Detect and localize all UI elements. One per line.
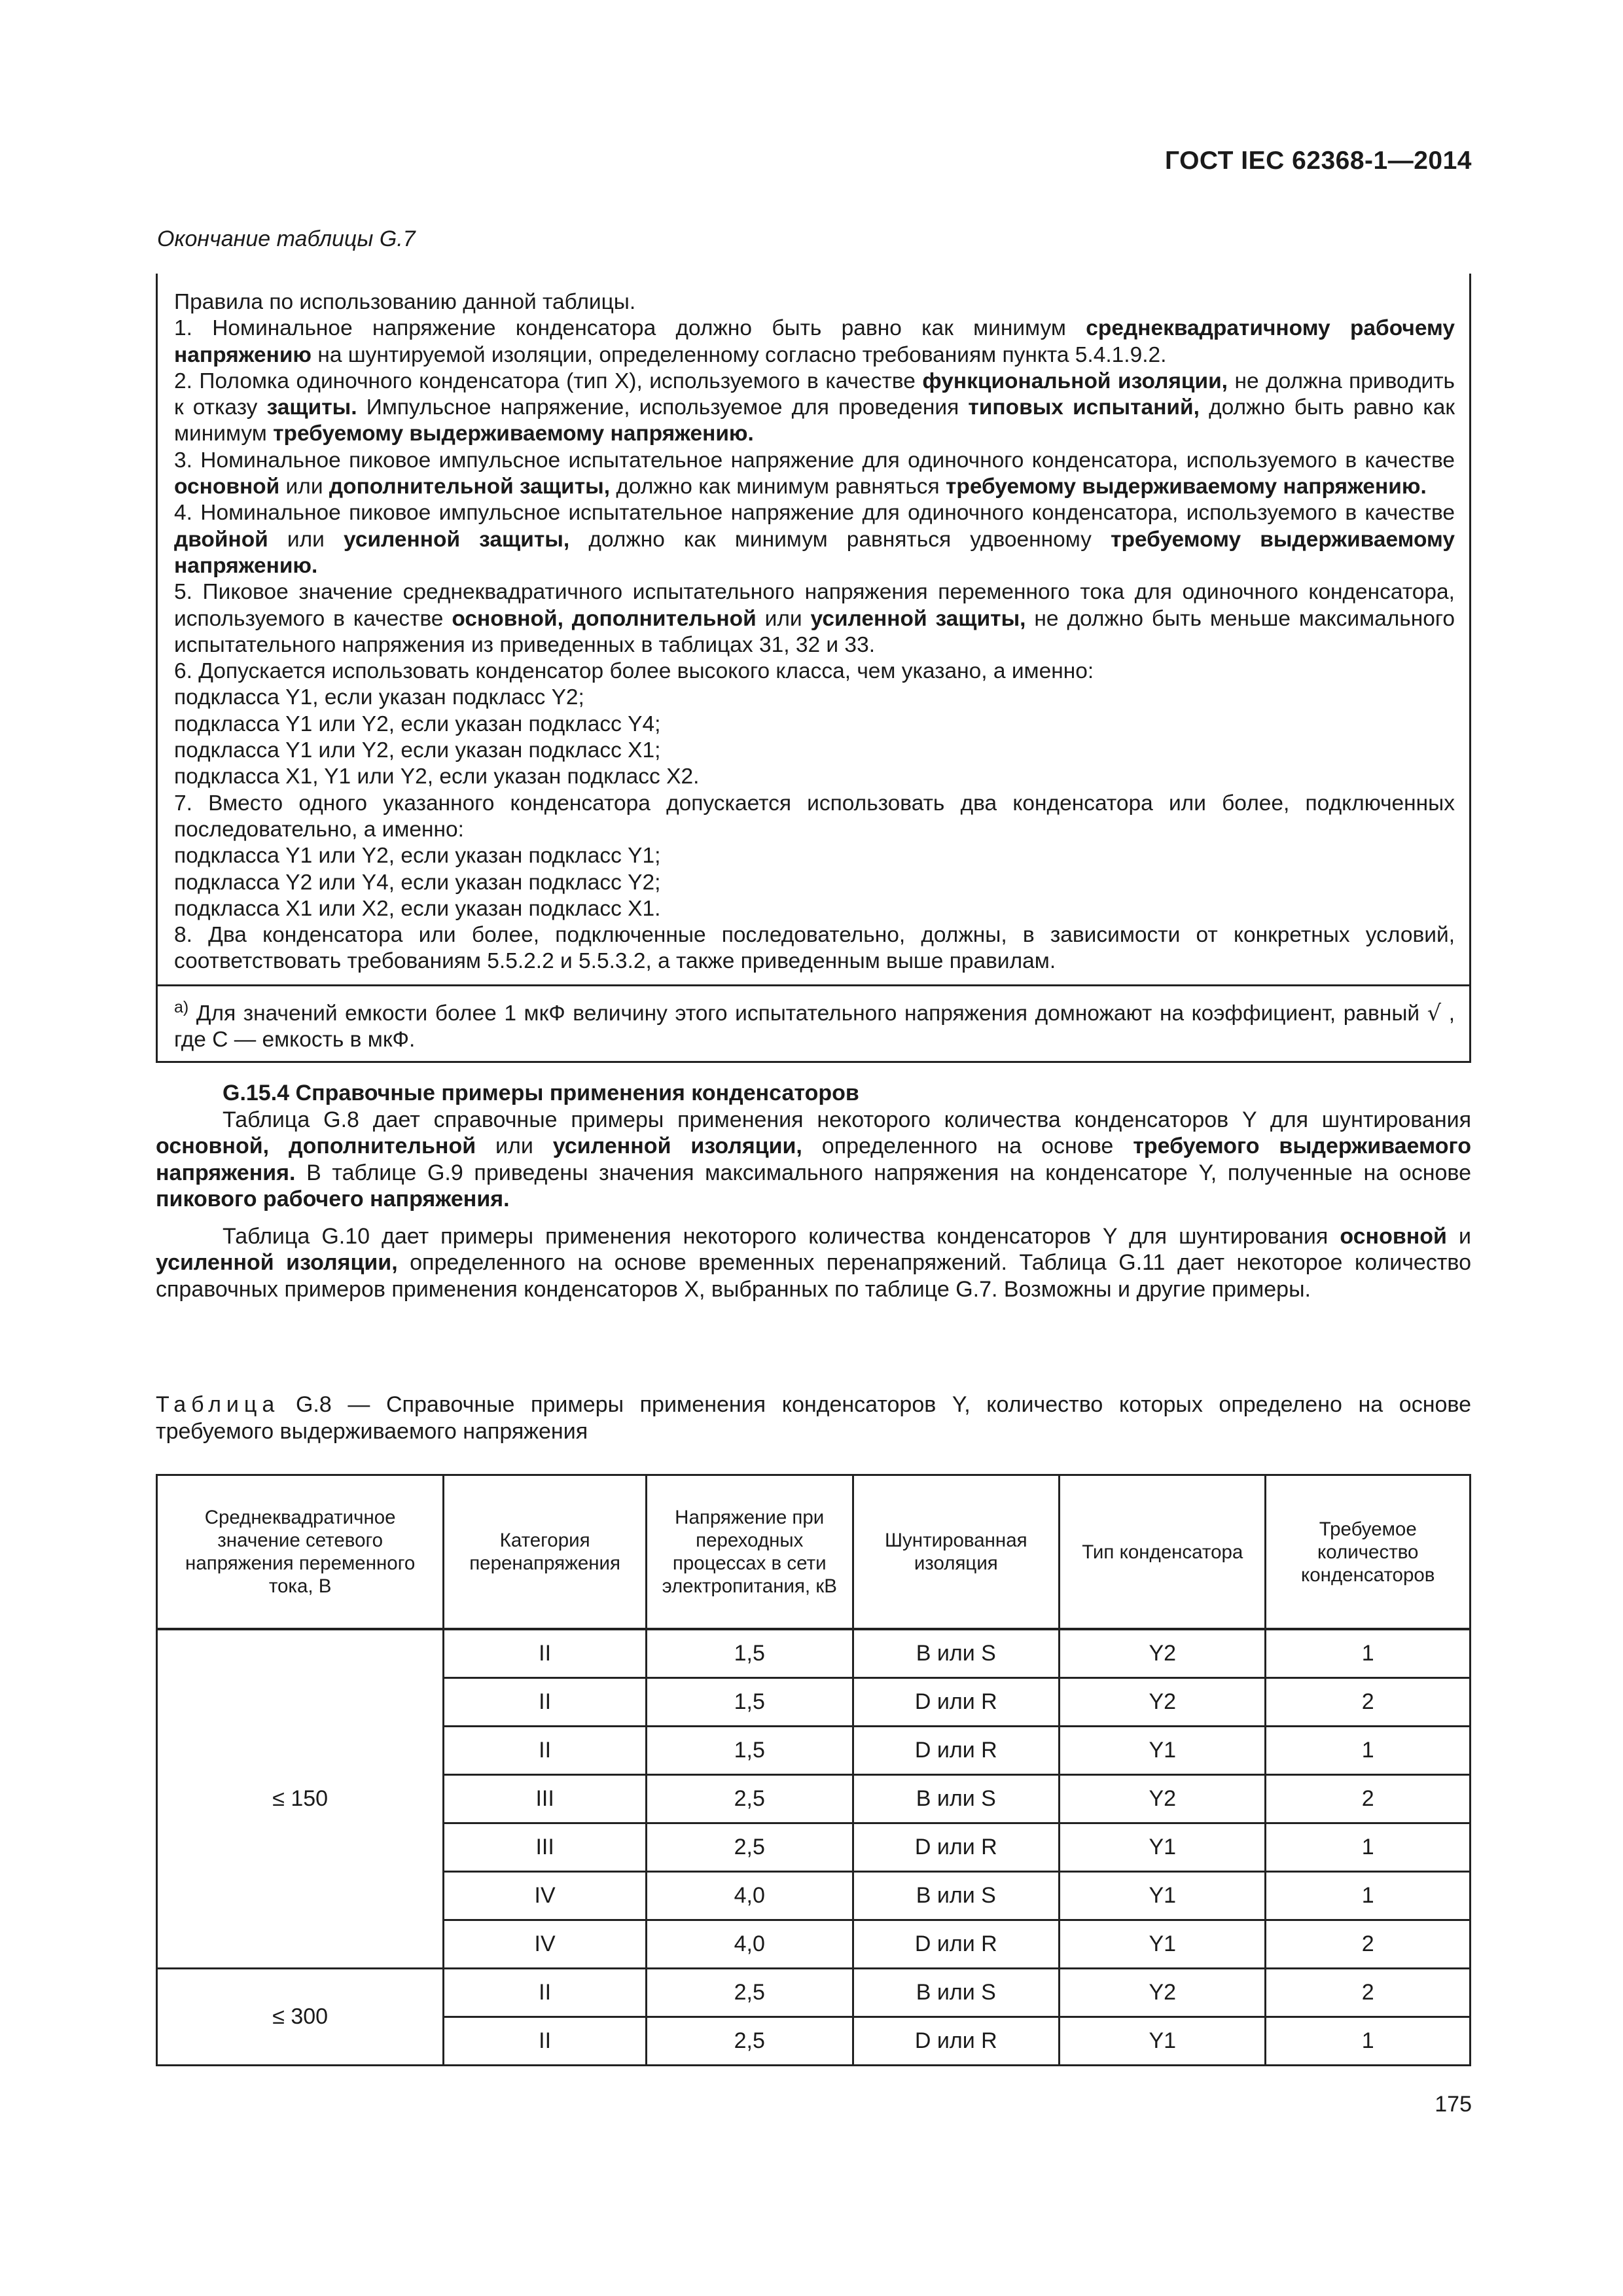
text-run: Таблица G.8 дает справочные примеры применения некоторого количества конденсаторов Y для шунтирования [223,1107,1471,1132]
overvoltage-category-cell: II [444,1727,647,1775]
count-cell: 2 [1266,1775,1471,1823]
footnote-text-before: Для значений емкости более 1 мкФ величину этого испытательного напряжения домножают на коэффициент, равный [196,1001,1420,1026]
table-g7-footnote [158,984,1469,1062]
text-run: 1. Номинальное напряжение конденсатора должно быть равно как минимум [174,316,1086,341]
section-paragraph-2 [156,1223,1471,1303]
rule-line-11 [174,764,1455,790]
bold-term: основной [174,475,280,499]
header-required-count: Требуемое количество конденсаторов [1266,1475,1471,1630]
text-run: Таблица G.10 дает примеры применения некоторого количества конденсаторов Y для шунтирования [223,1223,1340,1249]
table-body [157,1629,1471,2066]
table-continuation-title: Окончание таблицы G.7 [157,226,416,251]
count-cell: 2 [1266,1920,1471,1969]
capacitor-type-cell: Y1 [1060,1872,1266,1920]
header-capacitor-type: Тип конденсатора [1060,1475,1266,1630]
text-run: 7. Вместо одного указанного конденсатора допускается использовать два конденсатора или более, подключенных последовательно, а именно: [174,791,1455,842]
insulation-cell: B или S [853,1775,1060,1823]
text-run: определенного на основе [802,1134,1133,1158]
overvoltage-category-cell: II [444,2017,647,2066]
insulation-cell: D или R [853,1727,1060,1775]
bold-term: усиленной изоляции, [552,1134,802,1158]
rule-line-14 [174,870,1455,896]
rule-line-3 [174,368,1455,448]
count-cell: 1 [1266,1872,1471,1920]
text-run: или [756,606,811,631]
capacitor-type-cell: Y2 [1060,1678,1266,1727]
overvoltage-category-cell: III [444,1775,647,1823]
footnote-mark: a) [174,997,189,1016]
capacitor-type-cell: Y2 [1060,1775,1266,1823]
rule-line-7 [174,658,1455,685]
transient-voltage-cell: 2,5 [646,1775,853,1823]
count-cell: 1 [1266,1629,1471,1678]
header-mains-voltage: Среднеквадратичное значение сетевого напряжения переменного тока, В [157,1475,444,1630]
text-run: должно как минимум равняться [610,475,946,499]
transient-voltage-cell: 1,5 [646,1629,853,1678]
bold-term: среднеквадратичному рабочему напряжению [174,316,1455,367]
rule-line-1 [174,289,1455,315]
table-header-row [157,1475,1471,1630]
section-paragraph-1 [156,1107,1471,1213]
bold-term: требуемому выдерживаемому напряжению. [946,475,1427,499]
insulation-cell: B или S [853,1969,1060,2017]
insulation-cell: B или S [853,1629,1060,1678]
table-g8 [156,1474,1471,2066]
rule-line-9 [174,711,1455,738]
capacitor-type-cell: Y2 [1060,1629,1266,1678]
rule-line-16 [174,922,1455,975]
insulation-cell: D или R [853,2017,1060,2066]
rule-line-2 [174,315,1455,368]
bold-term: требуемому выдерживаемому напряжению. [273,422,754,446]
overvoltage-category-cell: IV [444,1872,647,1920]
count-cell: 1 [1266,2017,1471,2066]
bold-term: пикового рабочего напряжения. [156,1187,510,1211]
text-run: подкласса Y2 или Y4, если указан подкласс Y2; [174,870,661,895]
transient-voltage-cell: 2,5 [646,2017,853,2066]
table-row [157,1969,1471,2017]
text-run: 6. Допускается использовать конденсатор более высокого класса, чем указано, а именно: [174,659,1094,684]
transient-voltage-cell: 1,5 [646,1678,853,1727]
table-g7-notes [156,274,1471,1063]
mains-voltage-cell: ≤ 300 [157,1969,444,2066]
overvoltage-category-cell: IV [444,1920,647,1969]
text-run: подкласса Y1 или Y2, если указан подкласс Y1; [174,844,661,869]
capacitor-type-cell: Y1 [1060,1920,1266,1969]
text-run: 3. Номинальное пиковое импульсное испытательное напряжение для одиночного конденсатора, используемого в качестве [174,448,1455,473]
text-run: 2. Поломка одиночного конденсатора (тип Х), используемого в качестве [174,368,923,393]
bold-term: функциональной изоляции, [922,368,1228,393]
footnote-text-after: , где С — емкость в мкФ. [174,1001,1455,1052]
transient-voltage-cell: 2,5 [646,1969,853,2017]
text-run: 4. Номинальное пиковое импульсное испытательное напряжение для одиночного конденсатора, используемого в качестве [174,501,1455,526]
text-run: не должно быть меньше максимального испытательного напряжения из приведенных в таблицах 31, 32 и 33. [174,606,1455,657]
rule-line-13 [174,843,1455,869]
bold-term: основной, дополнительной [452,606,757,631]
bold-term: усиленной защиты, [344,527,570,552]
transient-voltage-cell: 1,5 [646,1727,853,1775]
text-run: подкласса Y1 или Y2, если указан подкласс X1; [174,738,661,763]
overvoltage-category-cell: III [444,1823,647,1872]
count-cell: 2 [1266,1969,1471,2017]
capacitor-type-cell: Y1 [1060,2017,1266,2066]
overvoltage-category-cell: II [444,1969,647,2017]
text-run: Импульсное напряжение, используемое для проведения [357,395,969,420]
square-root-icon: √ [1427,999,1442,1026]
text-run: на шунтируемой изоляции, определенному согласно требованиям пункта 5.4.1.9.2. [312,342,1167,367]
transient-voltage-cell: 4,0 [646,1920,853,1969]
header-transient-voltage: Напряжение при переходных процессах в сети электропитания, кВ [646,1475,853,1630]
bold-term: усиленной изоляции, [156,1250,398,1275]
bold-term: основной [1340,1223,1447,1249]
bold-term: двойной [174,527,268,552]
text-run: подкласса X1, Y1 или Y2, если указан подкласс X2. [174,764,700,789]
rule-line-5 [174,500,1455,579]
table-row [157,1629,1471,1678]
text-run: определенного на основе временных перенапряжений. Таблица G.11 дает некоторое количество справочных примеров применения конденсаторов X, выбранных по таблице G.7. Возможны и другие примеры. [156,1250,1471,1302]
overvoltage-category-cell: II [444,1629,647,1678]
rule-line-4 [174,448,1455,501]
page-number: 175 [1435,2092,1472,2117]
bold-term: дополнительной защиты, [329,475,611,499]
bold-term: защиты. [266,395,357,420]
text-run: и [1446,1223,1471,1249]
transient-voltage-cell: 4,0 [646,1872,853,1920]
text-run: подкласса Y1, если указан подкласс Y2; [174,685,584,710]
capacitor-type-cell: Y2 [1060,1969,1266,2017]
rule-line-8 [174,685,1455,711]
transient-voltage-cell: 2,5 [646,1823,853,1872]
mains-voltage-cell: ≤ 150 [157,1629,444,1969]
text-run: подкласса X1 или X2, если указан подкласс X1. [174,896,661,921]
rule-line-15 [174,896,1455,922]
text-run: или [476,1134,553,1158]
overvoltage-category-cell: II [444,1678,647,1727]
rule-line-10 [174,738,1455,764]
bold-term: типовых испытаний, [968,395,1200,420]
insulation-cell: D или R [853,1823,1060,1872]
section-paragraphs [156,1107,1471,1303]
text-run: не должна приводить к отказу [174,368,1455,420]
bold-term: основной, дополнительной [156,1134,476,1158]
text-run: должно быть равно как минимум [174,395,1455,446]
insulation-cell: D или R [853,1920,1060,1969]
text-run: или [279,475,329,499]
section-g15-4 [156,1080,1471,1302]
insulation-cell: D или R [853,1678,1060,1727]
text-run: или [268,527,344,552]
text-run: Правила по использованию данной таблицы. [174,290,636,314]
insulation-cell: B или S [853,1872,1060,1920]
bold-term: требуемому выдерживаемому напряжению. [174,527,1455,578]
text-run: 8. Два конденсатора или более, подключенные последовательно, должны, в зависимости от конкретных условий, соответствовать требованиям 5.5.2.2 и 5.5.3.2, а также приведенным выше правилам. [174,923,1455,974]
rule-line-6 [174,579,1455,658]
text-run: подкласса Y1 или Y2, если указан подкласс Y4; [174,711,661,736]
rule-line-12 [174,791,1455,844]
table-g7-rules [158,274,1469,984]
table-g8-caption [156,1391,1471,1445]
bold-term: требуемого выдерживаемого напряжения. [156,1134,1471,1185]
table-caption-text: G.8 — Справочные примеры применения конденсаторов Y, количество которых определено на основе требуемого выдерживаемого напряжения [156,1392,1471,1444]
bold-term: усиленной защиты, [810,606,1026,631]
text-run: должно как минимум равняться удвоенному [569,527,1111,552]
count-cell: 1 [1266,1823,1471,1872]
text-run: 5. Пиковое значение среднеквадратичного испытательного напряжения переменного тока для одиночного конденсатора, используемого в качестве [174,580,1455,631]
count-cell: 1 [1266,1727,1471,1775]
capacitor-type-cell: Y1 [1060,1823,1266,1872]
section-heading: G.15.4 Справочные примеры применения конденсаторов [223,1081,859,1105]
count-cell: 2 [1266,1678,1471,1727]
table-caption-label: Таблица [156,1392,280,1417]
header-overvoltage-category: Категория перенапряжения [444,1475,647,1630]
header-bridged-insulation: Шунтированная изоляция [853,1475,1060,1630]
document-code: ГОСТ IEC 62368-1—2014 [1164,147,1472,175]
text-run: В таблице G.9 приведены значения максимального напряжения на конденсаторе Y, полученные на основе [295,1160,1471,1185]
capacitor-type-cell: Y1 [1060,1727,1266,1775]
